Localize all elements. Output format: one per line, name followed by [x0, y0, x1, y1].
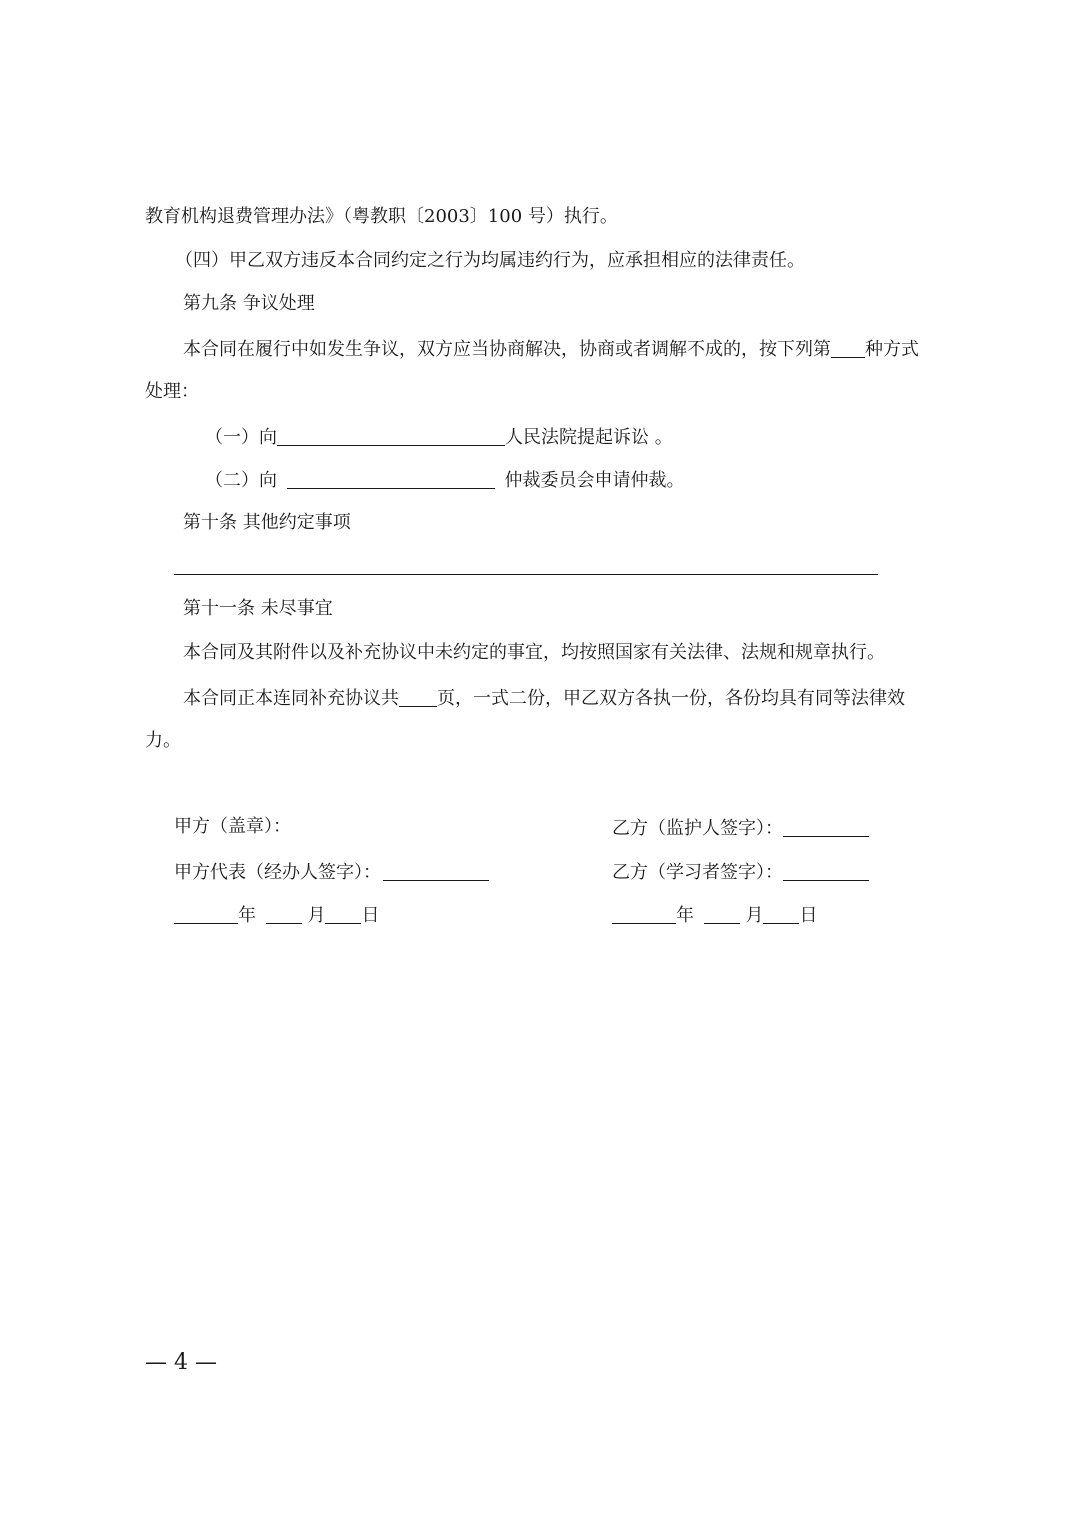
- option-litigation: [205, 427, 673, 447]
- option-2-label: （二）向: [205, 470, 277, 491]
- party-a-year-blank[interactable]: [174, 905, 238, 924]
- paragraph-refund-rule: 教育机构退费管理办法》（粤教职〔2003〕100 号）执行。: [145, 206, 618, 227]
- page-count-blank[interactable]: [399, 688, 437, 707]
- party-b-learner-label: 乙方（学习者签字）：: [612, 862, 783, 883]
- page-number: — 4 —: [145, 1350, 217, 1375]
- article-9-title: 第九条 争议处理: [183, 293, 315, 314]
- party-a-rep-label: 甲方代表（经办人签字）：: [174, 862, 381, 883]
- party-b-day-blank[interactable]: [763, 905, 799, 924]
- year-label: 年: [238, 905, 256, 926]
- party-a-rep-signature-blank[interactable]: [383, 862, 489, 881]
- article-9-body: [183, 339, 919, 359]
- option-2-text: 仲裁委员会申请仲裁。: [504, 470, 685, 491]
- article-11-body: 本合同及其附件以及补充协议中未约定的事宜，均按照国家有关法律、法规和规章执行。: [183, 642, 885, 663]
- party-a-representative: [174, 862, 489, 882]
- article-9-body-cont: 处理：: [145, 381, 199, 402]
- day-label: 日: [799, 905, 818, 926]
- article-11-pages-cont: 力。: [145, 730, 181, 751]
- pages-text-end: 页，一式二份，甲乙双方各执一份，各份均具有同等法律效: [437, 688, 905, 709]
- party-b-guardian-signature-blank[interactable]: [783, 818, 869, 837]
- party-b-month-blank[interactable]: [704, 905, 740, 924]
- article-11-pages: [183, 688, 905, 708]
- party-b-learner: [612, 862, 869, 882]
- pages-text-start: 本合同正本连同补充协议共: [183, 688, 399, 709]
- method-number-blank[interactable]: [831, 339, 865, 358]
- party-a-seal-label: 甲方（盖章）：: [174, 816, 291, 837]
- party-a-date: [174, 905, 379, 925]
- court-name-blank[interactable]: [277, 427, 505, 446]
- option-1-label: （一）向: [205, 427, 277, 448]
- party-b-guardian: [612, 818, 869, 838]
- article-9-body-tail: 种方式: [865, 339, 919, 360]
- article-9-body-text: 本合同在履行中如发生争议，双方应当协商解决，协商或者调解不成的，按下列第: [183, 339, 831, 360]
- article-10-title: 第十条 其他约定事项: [183, 512, 351, 533]
- month-label: 月: [307, 905, 326, 926]
- option-arbitration: [205, 470, 684, 490]
- party-b-guardian-label: 乙方（监护人签字）：: [612, 818, 783, 839]
- year-label: 年: [676, 905, 694, 926]
- other-terms-line[interactable]: [174, 574, 878, 575]
- party-a-day-blank[interactable]: [325, 905, 361, 924]
- article-11-title: 第十一条 未尽事宜: [183, 598, 333, 619]
- paragraph-breach-liability: （四）甲乙双方违反本合同约定之行为均属违约行为，应承担相应的法律责任。: [175, 250, 805, 271]
- party-b-date: [612, 905, 817, 925]
- party-b-learner-signature-blank[interactable]: [783, 862, 869, 881]
- month-label: 月: [745, 905, 764, 926]
- party-b-year-blank[interactable]: [612, 905, 676, 924]
- arbitration-name-blank[interactable]: [287, 470, 495, 489]
- option-1-text: 人民法院提起诉讼 。: [505, 427, 673, 448]
- day-label: 日: [361, 905, 380, 926]
- party-a-month-blank[interactable]: [266, 905, 302, 924]
